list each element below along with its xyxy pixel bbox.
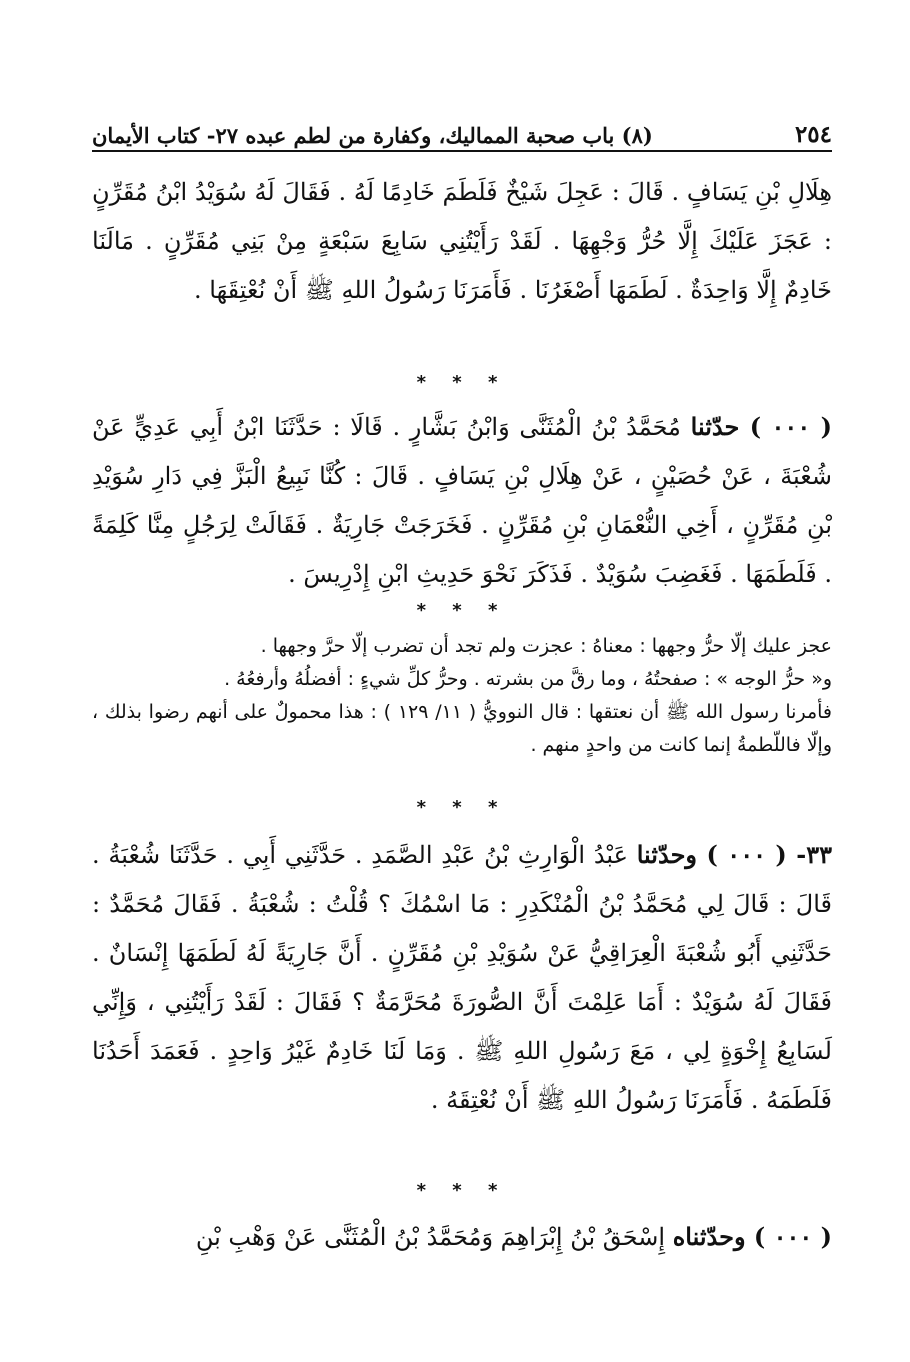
hadith-text — [92, 402, 832, 599]
hadith-body: مُحَمَّدُ بْنُ الْمُثَنَّى وَابْنُ بَشَّارٍ . قَالَا : حَدَّثَنَا ابْنُ أَبِي عَدِيٍّ عَنْ شُعْبَةَ ، عَنْ حُصَيْنٍ ، عَنْ هِلَالِ بْنِ يَسَافٍ . قَالَ : كُنَّا نَبِيعُ الْبَزَّ فِي دَارِ سُوَيْدِ بْنِ مُقَرِّنٍ ، أَخِي النُّعْمَانِ بْنِ مُقَرِّنٍ . فَخَرَجَتْ جَارِيَةٌ . فَقَالَتْ لِرَجُلٍ مِنَّا كَلِمَةً . فَلَطَمَهَا . فَغَضِبَ سُوَيْدٌ . فَذَكَرَ نَحْوَ حَدِيثِ ابْنِ إِدْرِيسَ . — [92, 413, 832, 588]
separator: * * * — [416, 797, 508, 818]
hadith-paragraph — [92, 1212, 832, 1262]
hadith-text — [92, 1212, 832, 1262]
separator: * * * — [416, 1180, 508, 1201]
commentary-line: عجز عليك إلّا حرُّ وجهها : معناهُ : عجزت ولم تجد أن تضرب إلّا حرَّ وجهها . — [260, 635, 832, 657]
running-title: (٨) باب صحبة المماليك، وكفارة من لطم عبده ٢٧- كتاب الأيمان — [92, 123, 653, 148]
hadith-lead: ٣٣- ( ٠٠٠ ) وحدّثنا — [636, 840, 833, 869]
hadith-paragraph — [92, 402, 832, 599]
commentary — [92, 630, 832, 762]
hadith-body: عَبْدُ الْوَارِثِ بْنُ عَبْدِ الصَّمَدِ . حَدَّثَنِي أَبِي . حَدَّثَنَا شُعْبَةُ . قَالَ : قَالَ لِي مُحَمَّدُ بْنُ الْمُنْكَدِرِ : مَا اسْمُكَ ؟ قُلْتُ : شُعْبَةُ . فَقَالَ مُحَمَّدٌ : حَدَّثَنِي أَبُو شُعْبَةَ الْعِرَاقِيُّ عَنْ سُوَيْدِ بْنِ مُقَرِّنٍ . أَنَّ جَارِيَةً لَهُ لَطَمَهَا إِنْسَانٌ . فَقَالَ لَهُ سُوَيْدٌ : أَمَا عَلِمْتَ أَنَّ الصُّورَةَ مُحَرَّمَةٌ ؟ فَقَالَ : لَقَدْ رَأَيْتُنِي ، وَإِنِّي لَسَابِعُ إِخْوَةٍ لِي ، مَعَ رَسُولِ اللهِ ﷺ . وَمَا لَنَا خَادِمٌ غَيْرُ وَاحِدٍ . فَعَمَدَ أَحَدُنَا فَلَطَمَهُ . فَأَمَرَنَا رَسُولُ اللهِ ﷺ أَنْ نُعْتِقَهُ . — [92, 841, 833, 1114]
hadith-lead: ( ٠٠٠ ) وحدّثناه — [672, 1222, 832, 1251]
continuation-paragraph — [92, 168, 832, 315]
continuation-text: هِلَالِ بْنِ يَسَافٍ . قَالَ : عَجِلَ شَيْخٌ فَلَطَمَ خَادِمًا لَهُ . فَقَالَ لَهُ سُوَيْدُ ابْنُ مُقَرِّنٍ : عَجَزَ عَلَيْكَ إِلَّا حُرُّ وَجْهِهَا . لَقَدْ رَأَيْتُنِي سَابِعَ سَبْعَةٍ مِنْ بَنِي مُقَرِّنٍ . مَالَنَا خَادِمٌ إِلَّا وَاحِدَةٌ . لَطَمَهَا أَصْغَرُنَا . فَأَمَرَنَا رَسُولُ اللهِ ﷺ أَنْ نُعْتِقَهَا . — [92, 178, 832, 304]
hadith-text — [92, 830, 832, 1125]
page-header — [92, 112, 832, 148]
header-rule — [92, 150, 832, 152]
separator: * * * — [416, 372, 508, 393]
hadith-paragraph — [92, 830, 832, 1125]
commentary-line: فأمرنا رسول الله ﷺ أن نعتقها : قال النوويُّ ( ١١/ ١٢٩ ) : هذا محمولٌ على أنهم رضوا بذلك ، وإلّا فاللّطمةُ إنما كانت من واحدٍ منهم . — [92, 701, 832, 756]
separator: * * * — [416, 600, 508, 621]
hadith-lead: ( ٠٠٠ ) حدّثنا — [690, 412, 832, 441]
hadith-body: إِسْحَقُ بْنُ إِبْرَاهِمَ وَمُحَمَّدُ بْنُ الْمُثَنَّى عَنْ وَهْبِ بْنِ — [195, 1223, 666, 1251]
commentary-line: و« حرُّ الوجه » : صفحتُهُ ، وما رقَّ من بشرته . وحرُّ كلِّ شيءٍ : أفضلُهُ وأرفعُهُ . — [224, 668, 832, 690]
page-number: ٢٥٤ — [794, 121, 832, 148]
